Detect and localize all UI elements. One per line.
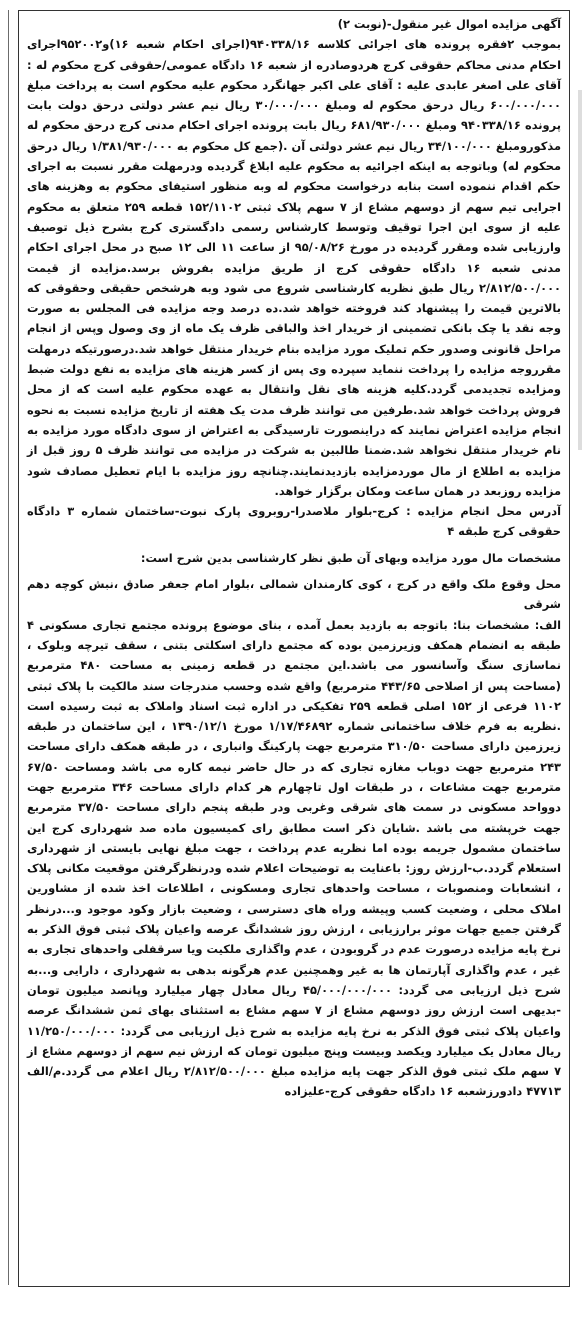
- notice-paragraph-specs-heading: مشخصات مال مورد مزایده وبهای آن طبق نظر کارشناسی بدین شرح است:: [140, 550, 561, 565]
- notice-paragraph-main: بموجب ۲فقره پرونده های اجرائی کلاسه ۹۴۰۳۳۸/۱۶(اجرای احکام شعبه ۱۶)و۹۵۲۰۰۲اجرای احکام مدنی محاکم حقوقی کرج هردوصادره از شعبه ۱۶ دادگاه عمومی/حقوقی کرج محکوم له : آقای علی اصغر عابدی علیه : آقای علی اکبر جهانگرد محکوم علیه محکوم است به پرداخت مبلغ ۶۰۰/۰۰۰/۰۰۰ ریال درحق محکوم له ومبلغ ۳۰/۰۰۰/۰۰۰ ریال نیم عشر دولتی درحق دولت بابت پرونده ۹۴۰۳۳۸/۱۶ ومبلغ ۶۸۱/۹۳۰/۰۰۰ ریال بابت پرونده اجرای احکام مدنی کرج درحق محکوم له مذکورومبلغ ۳۴/۱۰۰/۰۰۰ ریال نیم عشر دولتی آن .(جمع کل محکوم به ۱/۳۸۱/۹۳۰/۰۰۰ ریال درحق محکوم له) وباتوجه به اینکه اجرائیه به محکوم علیه ابلاغ گردیده ودرمهلت مقرر نسبت به اجرای حکم اقدام ننموده است بنابه درخواست محکوم له وبه منظور استیفای محکوم به وهزینه های اجرایی تیم سهم از دوسهم مشاع از ۷ سهم پلاک ثبتی ۱۵۲/۱۱۰۲ قطعه ۲۵۹ متعلق به محکوم علیه از سوی این اجرا توقیف وتوسط کارشناس رسمی دادگستری کرج بشرح ذیل توصیف وارزیابی شده ومقرر گردیده در مورخ ۹۵/۰۸/۲۶ از ساعت ۱۱ الی ۱۲ صبح در محل اجرای احکام مدنی شعبه ۱۶ دادگاه حقوقی کرج از طریق مزایده بفروش برسد.مزایده از قیمت ۲/۸۱۲/۵۰۰/۰۰۰ ریال طبق نظریه کارشناسی شروع می شود وبه هرشخص حقیقی وحقوقی که بالاترین قیمت را پیشنهاد کند فروخته خواهد شد.ده درصد وجه مزایده فی المجلس به صورت وجه نقد یا چک بانکی تضمینی از خریدار اخذ والباقی ظرف یک ماه از وی وصول وپس از انجام مراحل قانونی وصدور حکم تملیک مورد مزایده بنام خریدار منتقل خواهد شد.درصورتیکه درمهلت مقرروجه مزایده را پرداخت ننماید سپرده وی پس از کسر هزینه های مزایده به نفع دولت ضبط ومزایده تجدیدمی گردد.کلیه هزینه های نقل وانتقال به عهده محکوم علیه است که از محل فروش پرداخت خواهد شد.طرفین می توانند ظرف مدت یک هفته از تاریخ مزایده نسبت به نحوه انجام مزایده اعتراض نمایند که دراینصورت تارسیدگی به اعتراض از سوی دادگاه مورد مزایده به نام خریدار منتقل نخواهد شد.ضمنا طالبین به شرکت در مزایده می توانند ظرف ۵ روز قبل از مزایده به اطلاع از مال موردمزایده بازدیدنمایند.چنانچه روز مزایده با ایام تعطیل مصادف شود مزایده روزبعد در همان ساعت ومکان برگزار خواهد.: [27, 37, 562, 498]
- left-rule: [8, 10, 9, 1285]
- page-edge: [578, 90, 582, 450]
- auction-notice: [18, 10, 570, 1287]
- notice-title: آگهی مزایده اموال غیر منقول-(نوبت ۲): [337, 17, 561, 31]
- notice-paragraph-address: آدرس محل انجام مزایده : کرج-بلوار ملاصدرا-روبروی پارک نبوت-ساختمان شماره ۳ دادگاه حقوقی کرج طبقه ۴: [27, 504, 561, 539]
- notice-content: [19, 11, 569, 1102]
- notice-paragraph-details: الف: مشخصات بنا: باتوجه به بازدید بعمل آمده ، بنای موضوع پرونده مجتمع تجاری مسکونی ۴ طبقه به انضمام همکف وزیرزمین بوده که مجتمع دارای اسکلتی بتنی ، سقف تیرچه وبلوک ، نماسازی سنگ وآسانسور می باشد.این مجتمع در قطعه زمینی به مساحت ۴۸۰ مترمربع (مساحت پس از اصلاحی ۴۴۳/۶۵ مترمربع) واقع شده وحسب مندرجات سند مالکیت با پلاک ثبتی ۱۱۰۲ فرعی از ۱۵۲ اصلی قطعه ۲۵۹ تفکیکی در اداره ثبت اسناد واملاک به ثبت رسیده است .نظریه به فرم خلاف ساختمانی شماره ۱/۱۷/۴۶۸۹۲ مورخ ۱۳۹۰/۱۲/۱ ، این ساختمان در طبقه زیرزمین دارای مساحت ۳۱۰/۵۰ مترمربع جهت پارکینگ وانباری ، در طبقه همکف دارای مساحت ۲۴۳ مترمربع جهت دوباب مغازه تجاری که در حال حاضر نیمه کاره می باشد ومساحت ۶۷/۵۰ مترمربع جهت مشاعات ، در طبقات اول تاچهارم هر کدام دارای مساحت ۳۴۶ مترمربع جهت دوواحد مسکونی در سمت های شرقی وغربی ودر طبقه پنجم دارای مساحت ۳۷/۵۰ مترمربع جهت خرپشته می باشد .شایان ذکر است مطابق رای کمیسیون ماده صد شهرداری کرج این ساختمان مشمول جریمه بوده اما نظریه عدم پرداخت ، جهت مبلغ نهایی بایستی از شهرداری استعلام گردد.ب-ارزش روز: باعنایت به توضیحات اعلام شده ودرنظرگرفتن موقعیت مکانی پلاک ، انشعابات ومنصوبات ، مساحت واحدهای تجاری ومسکونی ، اطلاعات اخذ شده از مشاورین املاک محلی ، وضعیت کسب وپیشه وراه های دسترسی ، وضعیت بازار وکود موجود و...درنظر گرفتن جمیع جهات موثر برارزیابی ، ارزش روز ششدانگ عرصه واعیان پلاک ثبتی فوق الذکر به نرخ پایه مزایده درصورت عدم در گروبودن ، عدم واگذاری ملکیت ویا سرقفلی واحدهای تجاری به غیر ، عدم واگذاری آپارتمان ها به غیر وهمچنین عدم هرگونه بدهی به شهرداری ، دارایی و...به شرح ذیل ارزیابی می گردد: ۴۵/۰۰۰/۰۰۰/۰۰۰ ریال معادل چهار میلیارد وپانصد میلیون تومان -بدیهی است ارزش روز دوسهم مشاع از ۷ سهم مشاع به استثنای بهای ثمن ششدانگ عرصه واعیان پلاک ثبتی فوق الذکر به نرخ پایه مزایده به شرح ذیل ارزیابی می گردد: ۱۱/۲۵۰/۰۰۰/۰۰۰ ریال معادل یک میلیارد ویکصد وبیست وپنج میلیون تومان که ارزش نیم سهم از دوسهم مشاع از ۷ سهم ملک ثبتی فوق الذکر جهت پایه مزایده مبلغ ۲/۸۱۲/۵۰۰/۰۰۰ ریال اعلام می گردد.م/الف ۴۷۷۱۳ دادورزشعبه ۱۶ دادگاه حقوقی کرج-علیزاده: [27, 617, 562, 1099]
- notice-paragraph-location: محل وقوع ملک واقع در کرج ، کوی کارمندان شمالی ،بلوار امام جعفر صادق ،نبش کوچه دهم شرقی: [27, 577, 561, 612]
